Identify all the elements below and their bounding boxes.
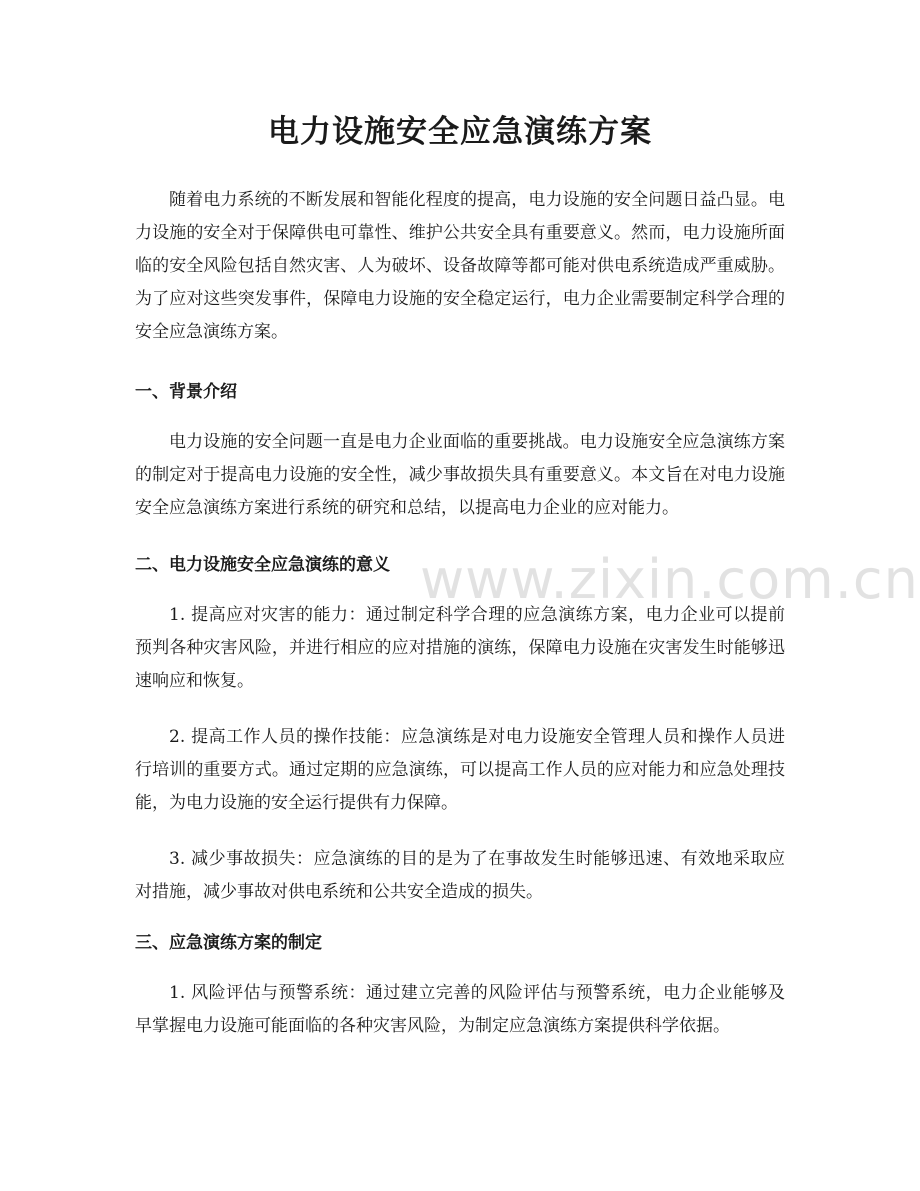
section-1-paragraph: 电力设施的安全问题一直是电力企业面临的重要挑战。电力设施安全应急演练方案的制定对于提高电力设施的安全性，减少事故损失具有重要意义。本文旨在对电力设施安全应急演练方案进行系统的研究和总结，以提高电力企业的应对能力。 bbox=[135, 432, 785, 518]
intro-paragraph: 随着电力系统的不断发展和智能化程度的提高，电力设施的安全问题日益凸显。电力设施的安全对于保障供电可靠性、维护公共安全具有重要意义。然而，电力设施所面临的安全风险包括自然灾害、人为破坏、设备故障等都可能对供电系统造成严重威胁。为了应对这些突发事件，保障电力设施的安全稳定运行，电力企业需要制定科学合理的安全应急演练方案。 bbox=[135, 190, 785, 342]
section-2-item-3: 3. 减少事故损失：应急演练的目的是为了在事故发生时能够迅速、有效地采取应对措施，减少事故对供电系统和公共安全造成的损失。 bbox=[135, 849, 785, 902]
watermark: www.zixin.com.cn bbox=[420, 548, 919, 611]
section-2-heading: 二、电力设施安全应急演练的意义 bbox=[135, 555, 390, 575]
section-2-item-1: 1. 提高应对灾害的能力：通过制定科学合理的应急演练方案，电力企业可以提前预判各种灾害风险，并进行相应的应对措施的演练，保障电力设施在灾害发生时能够迅速响应和恢复。 bbox=[135, 605, 785, 691]
section-1-heading: 一、背景介绍 bbox=[135, 382, 237, 402]
section-3-heading: 三、应急演练方案的制定 bbox=[135, 933, 322, 953]
section-2-item-2: 2. 提高工作人员的操作技能：应急演练是对电力设施安全管理人员和操作人员进行培训的重要方式。通过定期的应急演练，可以提高工作人员的应对能力和应急处理技能，为电力设施的安全运行提供有力保障。 bbox=[135, 727, 785, 813]
document-title: 电力设施安全应急演练方案 bbox=[268, 114, 652, 150]
section-3-item-1: 1. 风险评估与预警系统：通过建立完善的风险评估与预警系统，电力企业能够及早掌握电力设施可能面临的各种灾害风险，为制定应急演练方案提供科学依据。 bbox=[135, 983, 785, 1036]
